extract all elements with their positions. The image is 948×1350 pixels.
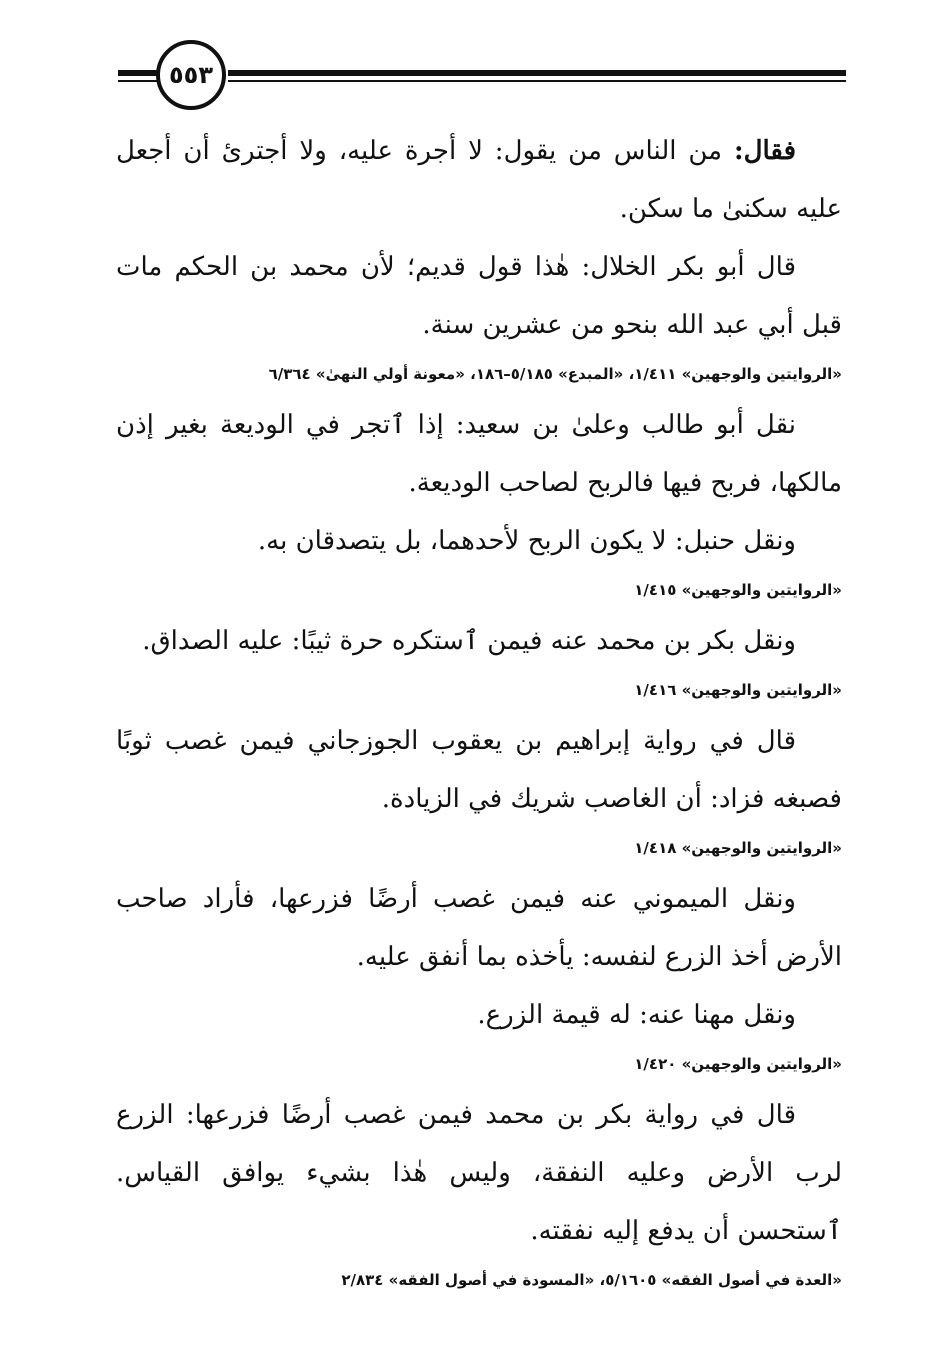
citation-reference: «الروايتين والوجهين» ١/٤٢٠ [634, 1055, 842, 1073]
paragraph-text: قال أبو بكر الخلال: هٰذا قول قديم؛ لأن محمد بن الحكم مات قبل أبي عبد الله بنحو من عشرين سنة. [116, 252, 842, 340]
paragraph-text: ونقل حنبل: لا يكون الربح لأحدهما، بل يتصدقان به. [257, 526, 796, 556]
header-rule-thin [228, 80, 846, 82]
text-paragraph [116, 1086, 842, 1260]
page-number: ٥٥٣ [156, 40, 226, 110]
paragraph-text: نقل أبو طالب وعلىٰ بن سعيد: إذا ٱتجر في الوديعة بغير إذن مالكها، فربح فيها فالربح لصاحب الوديعة. [116, 410, 842, 498]
paragraph-text: قال في رواية بكر بن محمد فيمن غصب أرضًا فزرعها: الزرع لرب الأرض وعليه النفقة، وليس هٰذا بشيء يوافق القياس. ٱستحسن أن يدفع إليه نفقته. [116, 1100, 842, 1246]
page-header [0, 0, 948, 120]
paragraph-text: ونقل مهنا عنه: له قيمة الزرع. [477, 1000, 796, 1030]
text-paragraph [116, 512, 842, 570]
citation-reference: «الروايتين والوجهين» ١/٤١٥ [634, 581, 842, 599]
text-paragraph [116, 870, 842, 986]
paragraph-text: ونقل بكر بن محمد عنه فيمن ٱستكره حرة ثيبًا: عليه الصداق. [142, 626, 796, 656]
citation-reference: «الروايتين والوجهين» ١/٤١١، «المبدع» ٥/١٨٥–١٨٦، «معونة أولي النهىٰ» ٦/٣٦٤ [268, 365, 842, 383]
header-rule-left [118, 70, 160, 76]
citation-reference: «الروايتين والوجهين» ١/٤١٨ [634, 839, 842, 857]
paragraph-text: قال في رواية إبراهيم بن يعقوب الجوزجاني فيمن غصب ثوبًا فصبغه فزاد: أن الغاصب شريك في الزيادة. [116, 726, 842, 814]
text-paragraph [116, 238, 842, 354]
paragraph-text: ونقل الميموني عنه فيمن غصب أرضًا فزرعها، فأراد صاحب الأرض أخذ الزرع لنفسه: يأخذه بما أنفق عليه. [116, 884, 842, 972]
header-rule [228, 70, 846, 76]
text-paragraph [116, 612, 842, 670]
citation-reference: «العدة في أصول الفقه» ٥/١٦٠٥، «المسودة في أصول الفقه» ٢/٨٣٤ [341, 1271, 842, 1289]
paragraph-text: من الناس من يقول: لا أجرة عليه، ولا أجترئ أن أجعل عليه سكنىٰ ما سكن. [116, 136, 842, 224]
header-rule-left-thin [118, 80, 160, 82]
page-body [116, 122, 842, 1302]
text-paragraph [116, 986, 842, 1044]
citation-reference: «الروايتين والوجهين» ١/٤١٦ [634, 681, 842, 699]
text-paragraph [116, 396, 842, 512]
paragraph-lead-word: فقال: [734, 136, 796, 166]
text-paragraph [116, 712, 842, 828]
text-paragraph [116, 122, 842, 238]
